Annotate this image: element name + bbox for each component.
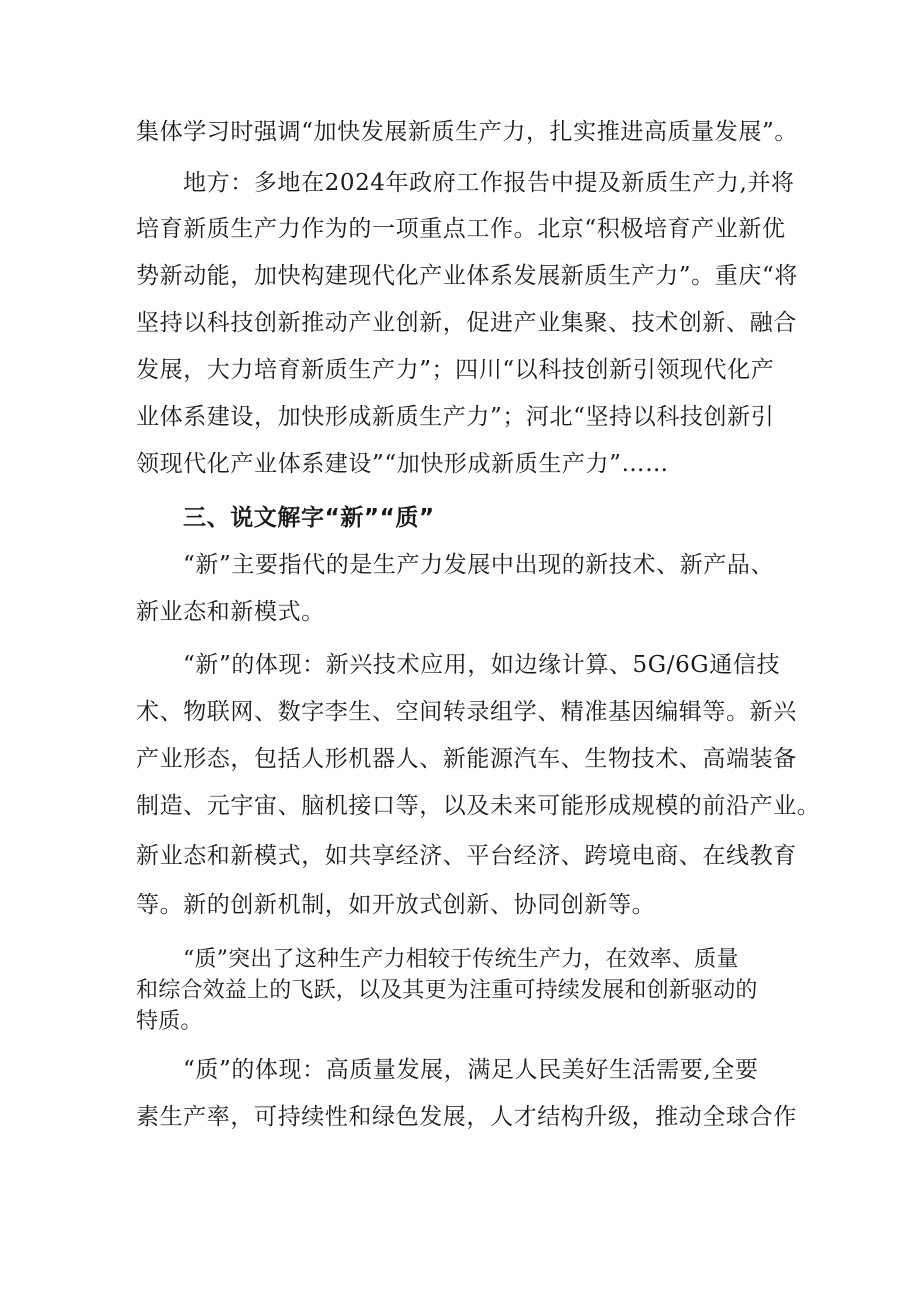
text-line: 势新动能，加快构建现代化产业体系发展新质生产力”。重庆“将 [136,263,798,289]
text-line: 业体系建设，加快形成新质生产力”；河北“坚持以科技创新引 [136,404,775,430]
text-line: 发展，大力培育新质生产力”；四川“以科技创新引领现代化产 [136,357,775,383]
text-line: 术、物联网、数字李生、空间转录组学、精准基因编辑等。新兴 [136,699,797,725]
text-line: “新”的体现：新兴技术应用，如边缘计算、5G/6G通信技 [183,652,781,678]
text-line: 新业态和新模式，如共享经济、平台经济、跨境电商、在线教育 [136,843,797,869]
text-line: 素生产率，可持续性和绿色发展，人才结构升级，推动全球合作 [136,1104,797,1130]
text-line: 坚持以科技创新推动产业创新，促进产业集聚、技术创新、融合 [136,310,797,336]
text-line: 地方：多地在2024年政府工作报告中提及新质生产力,并将 [183,170,795,196]
text-line: 产业形态，包括人形机器人、新能源汽车、生物技术、高端装备 [136,746,797,772]
text-line: “质”的体现：高质量发展，满足人民美好生活需要,全要 [183,1057,759,1083]
text-line: “新”主要指代的是生产力发展中出现的新技术、新产品、 [183,552,775,578]
text-line: 等。新的创新机制，如开放式创新、协同创新等。 [136,892,656,918]
text-line: 制造、元宇宙、脑机接口等，以及未来可能形成规模的前沿产业。 [136,793,821,819]
text-line: 和综合效益上的飞跃，以及其更为注重可持续发展和创新驱动的 [136,978,758,1003]
text-line: 领现代化产业体系建设”“加快形成新质生产力”…… [136,451,669,477]
text-line: 特质。 [136,1009,203,1034]
text-line: 集体学习时强调“加快发展新质生产力，扎实推进高质量发展”。 [136,119,798,145]
section-heading: 三、说文解字“新”“质” [183,505,435,531]
text-line: 新业态和新模式。 [136,599,325,625]
text-line: 培育新质生产力作为的一项重点工作。北京“积极培育产业新优 [136,216,786,242]
text-line: “质”突出了这种生产力相较于传统生产力，在效率、质量 [183,947,739,972]
